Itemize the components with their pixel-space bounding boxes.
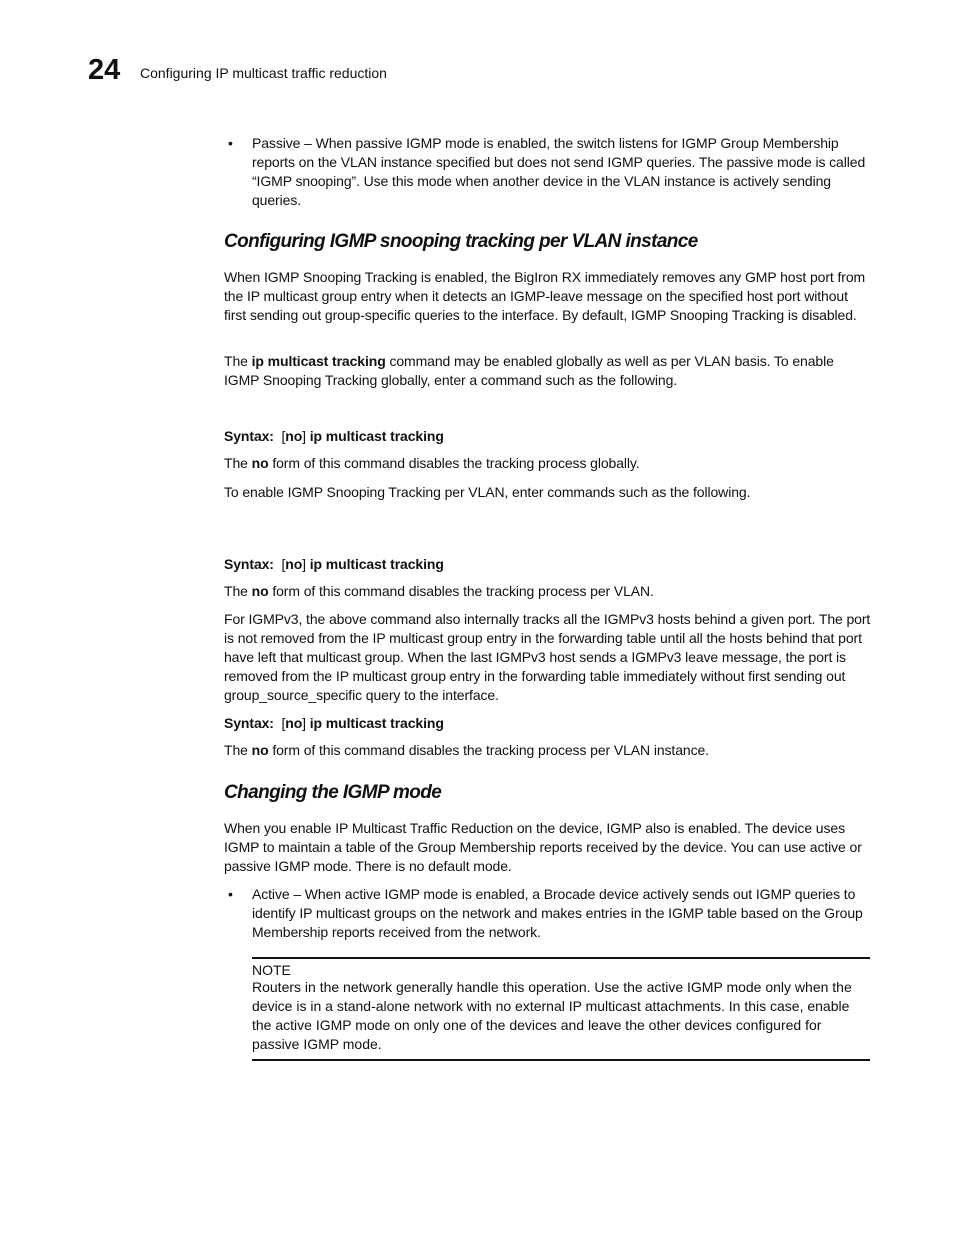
section-heading-igmp-mode: Changing the IGMP mode — [224, 782, 442, 803]
paragraph-no-global: The no form of this command disables the tracking process globally. — [224, 455, 640, 471]
section-heading-snooping-tracking: Configuring IGMP snooping tracking per VLAN instance — [224, 231, 698, 252]
syntax-line-1: Syntax: [no] ip multicast tracking — [224, 428, 444, 444]
chapter-title: Configuring IP multicast traffic reduction — [140, 65, 387, 81]
note-label: NOTE — [252, 962, 291, 978]
paragraph-no-instance: The no form of this command disables the tracking process per VLAN instance. — [224, 742, 709, 758]
syntax-line-3: Syntax: [no] ip multicast tracking — [224, 715, 444, 731]
paragraph-no-vlan: The no form of this command disables the tracking process per VLAN. — [224, 583, 654, 599]
paragraph-tracking-intro: When IGMP Snooping Tracking is enabled, the BigIron RX immediately removes any GMP host port from the IP multicast group entry when it detects an IGMP-leave message on the specified host port without first sending out group-specific queries to the interface. By default, IGMP Snooping Tracking is disabled. — [224, 269, 866, 323]
chapter-number: 24 — [88, 54, 121, 86]
syntax-line-2: Syntax: [no] ip multicast tracking — [224, 556, 444, 572]
paragraph-per-vlan: To enable IGMP Snooping Tracking per VLAN, enter commands such as the following. — [224, 484, 751, 500]
paragraph-tracking-global: The ip multicast tracking command may be enabled globally as well as per VLAN basis. To enable IGMP Snooping Tracking globally, enter a command such as the following. — [224, 353, 834, 388]
paragraph-igmp-mode-intro: When you enable IP Multicast Traffic Reduction on the device, IGMP also is enabled. The device uses IGMP to maintain a table of the Group Membership reports received by the device. You can use active or passive IGMP mode. There is no default mode. — [224, 820, 862, 874]
note-box — [252, 957, 870, 1061]
paragraph-igmpv3: For IGMPv3, the above command also internally tracks all the IGMPv3 hosts behind a given port. The port is not removed from the IP multicast group entry in the forwarding table until all the hosts behind that port have left that multicast group. When the last IGMPv3 host sends a IGMPv3 leave message, the port is removed from the IP multicast group entry in the forwarding table immediately without first sending out group_source_specific query to the interface. — [224, 611, 871, 703]
bullet-active: Active – When active IGMP mode is enabled, a Brocade device actively sends out IGMP queries to identify IP multicast groups on the network and makes entries in the IGMP table based on the Group Membership reports received from the network. — [252, 886, 863, 940]
bullet-icon: • — [228, 886, 233, 902]
note-text: Routers in the network generally handle this operation. Use the active IGMP mode only when the device is in a stand-alone network with no external IP multicast attachments. In this case, enable the active IGMP mode on only one of the devices and leave the other devices configured for passive IGMP mode. — [252, 979, 852, 1052]
bullet-passive: Passive – When passive IGMP mode is enabled, the switch listens for IGMP Group Membership reports on the VLAN instance specified but does not send IGMP queries. The passive mode is called “IGMP snooping”. Use this mode when another device in the VLAN instance is actively sending queries. — [252, 135, 866, 208]
bullet-icon: • — [228, 135, 233, 151]
command-text: ip multicast tracking — [251, 353, 386, 369]
